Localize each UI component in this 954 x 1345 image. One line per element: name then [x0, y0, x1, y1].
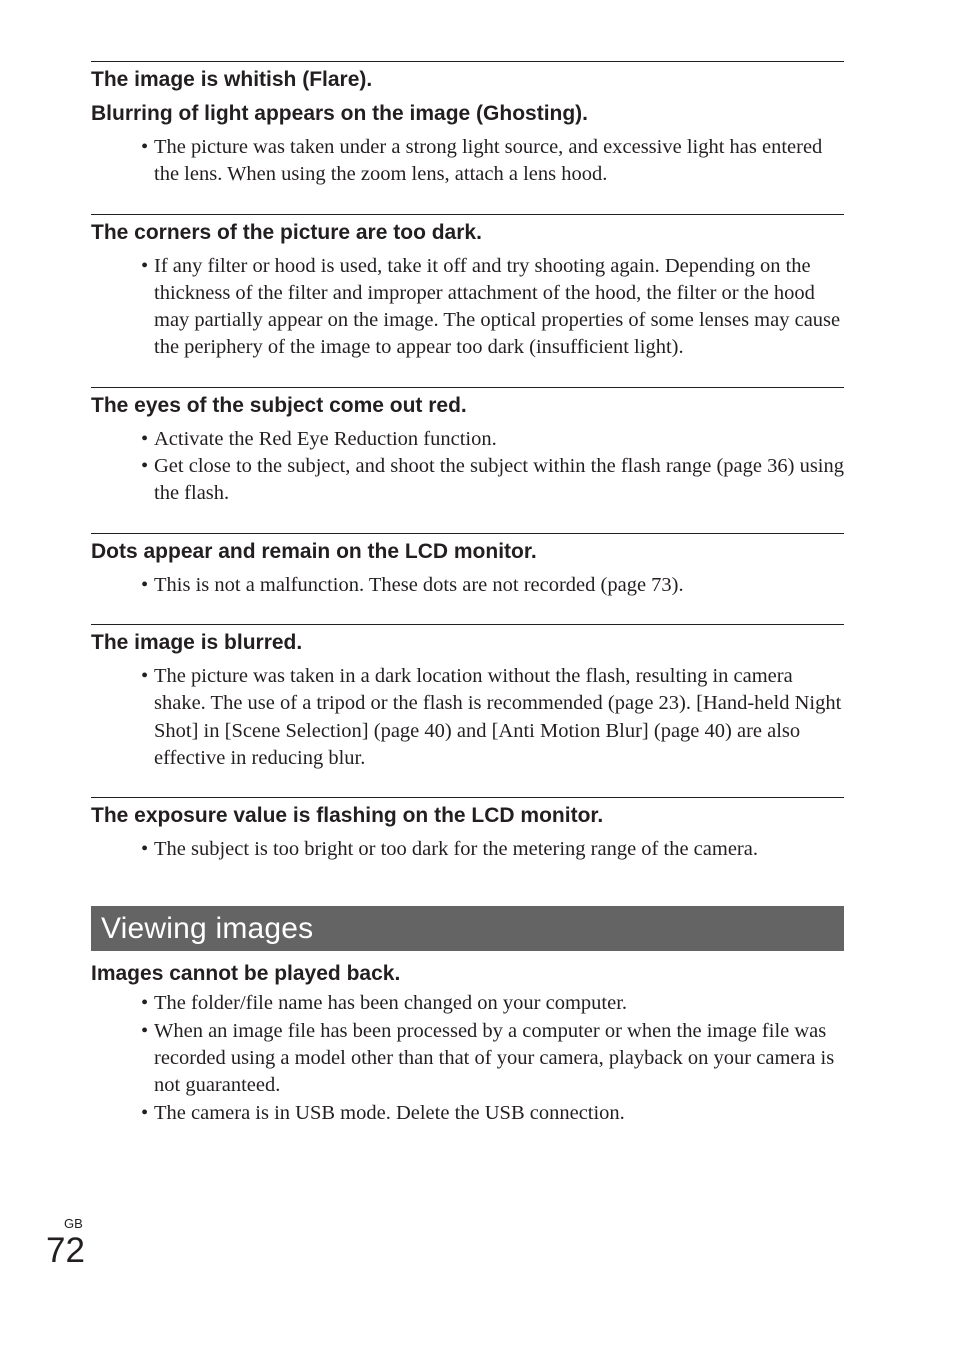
bullet-list: [91, 426, 844, 508]
bullet-item: • Get close to the subject, and shoot the subject within the flash range (page 36) using the flash.: [141, 453, 844, 508]
bullet-list: [91, 253, 844, 362]
bullet-item: • The folder/file name has been changed on your computer.: [141, 990, 844, 1017]
section-heading: The image is blurred.: [91, 630, 303, 654]
bullet-list: [91, 836, 844, 863]
bullet-item: • Activate the Red Eye Reduction function.: [141, 426, 844, 453]
section-heading: Blurring of light appears on the image (Ghosting).: [91, 102, 589, 125]
section-heading: The eyes of the subject come out red.: [91, 393, 467, 417]
bullet-list: [91, 134, 844, 189]
section-playback: [91, 960, 844, 1126]
banner-title: Viewing images: [101, 911, 314, 945]
section-heading: Dots appear and remain on the LCD monitor.: [91, 539, 537, 563]
section-heading: The image is whitish (Flare).: [91, 68, 373, 91]
bullet-item: • If any filter or hood is used, take it off and try shooting again. Depending on the thickness of the filter and improper attachment of the hood, the filter or the hood may partially appear on the image. The optical properties of some lenses may cause the periphery of the image to appear too dark (insufficient light).: [141, 253, 844, 362]
section-dots: [91, 533, 844, 599]
section-exposure: [91, 797, 844, 863]
bullet-item: • When an image file has been processed by a computer or when the image file was recorded using a model other than that of your camera, playback on your camera is not guaranteed.: [141, 1018, 844, 1100]
section-dark-corners: [91, 214, 844, 362]
region-code: GB: [64, 1216, 83, 1231]
section-red-eye: [91, 387, 844, 508]
bullet-item: • This is not a malfunction. These dots are not recorded (page 73).: [141, 572, 844, 599]
bullet-item: • The subject is too bright or too dark for the metering range of the camera.: [141, 836, 844, 863]
bullet-item: • The picture was taken under a strong light source, and excessive light has entered the lens. When using the zoom lens, attach a lens hood.: [141, 134, 844, 189]
bullet-item: • The picture was taken in a dark location without the flash, resulting in camera shake. The use of a tripod or the flash is recommended (page 23). [Hand-held Night Shot] in [Scene Selection] (page 40) and [Anti Motion Blur] (page 40) are also effective in reducing blur.: [141, 663, 844, 772]
section-blurred: [91, 624, 844, 772]
page-number: 72: [46, 1231, 85, 1270]
page-footer: [46, 1217, 85, 1271]
section-heading: Images cannot be played back.: [91, 962, 401, 986]
bullet-list: [91, 990, 844, 1126]
bullet-item: • The camera is in USB mode. Delete the USB connection.: [141, 1100, 844, 1127]
section-heading: The exposure value is flashing on the LCD monitor.: [91, 804, 604, 828]
bullet-list: [91, 572, 844, 599]
section-heading: The corners of the picture are too dark.: [91, 220, 482, 244]
page-content: [91, 61, 844, 1127]
section-flare: [91, 61, 844, 189]
bullet-list: [91, 663, 844, 772]
section-banner: [91, 906, 844, 951]
